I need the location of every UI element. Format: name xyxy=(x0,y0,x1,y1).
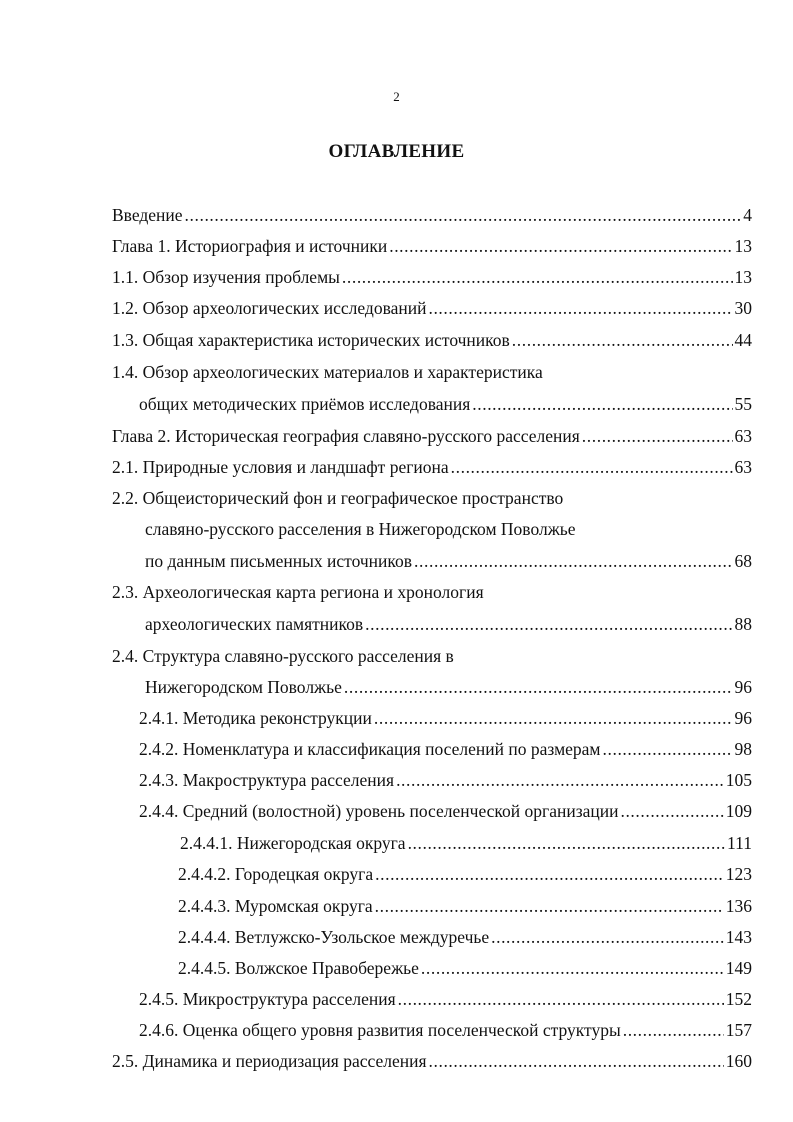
toc-entry-page: 63 xyxy=(734,426,752,446)
dot-leader xyxy=(344,677,733,698)
dot-leader xyxy=(491,927,724,948)
toc-entry-chapter-2[interactable] xyxy=(112,426,752,450)
toc-entry-label: 1.3. Общая характеристика исторических источников xyxy=(112,330,510,350)
toc-entry-chapter-1[interactable] xyxy=(112,236,752,260)
toc-entry-2-3-cont[interactable] xyxy=(145,614,752,638)
toc-entry-label: 2.3. Археологическая карта региона и хронология xyxy=(112,582,484,602)
toc-entry-label: 2.4.4.3. Муромская округа xyxy=(178,896,373,916)
toc-entry-2-4-5[interactable] xyxy=(139,989,752,1013)
toc-entry-page: 160 xyxy=(725,1051,752,1071)
toc-entry-2-2-cont[interactable] xyxy=(145,519,752,543)
dot-leader xyxy=(375,864,724,885)
dot-leader xyxy=(451,457,733,478)
toc-entry-1-2[interactable] xyxy=(112,298,752,322)
toc-entry-2-4-3[interactable] xyxy=(139,770,752,794)
dot-leader xyxy=(582,426,733,447)
toc-entry-page: 4 xyxy=(743,205,752,225)
toc-entry-page: 157 xyxy=(725,1020,752,1040)
dot-leader xyxy=(398,989,724,1010)
toc-entry-2-4-4-5[interactable] xyxy=(178,958,752,982)
toc-entry-label: 2.5. Динамика и периодизация расселения xyxy=(112,1051,427,1071)
dot-leader xyxy=(374,708,733,729)
toc-entry-label: 2.4.5. Микроструктура расселения xyxy=(139,989,396,1009)
toc-entry-introduction[interactable] xyxy=(112,205,752,229)
toc-entry-label: 2.4.6. Оценка общего уровня развития поселенческой структуры xyxy=(139,1020,621,1040)
toc-entry-page: 109 xyxy=(725,801,752,821)
dot-leader xyxy=(408,833,725,854)
dot-leader xyxy=(428,298,732,319)
toc-entry-label: 1.1. Обзор изучения проблемы xyxy=(112,267,340,287)
toc-entry-page: 55 xyxy=(734,394,752,414)
dot-leader xyxy=(623,1020,724,1041)
toc-entry-label: 2.4.4.5. Волжское Правобережье xyxy=(178,958,419,978)
toc-entry-2-4[interactable] xyxy=(112,646,752,670)
toc-entry-page: 96 xyxy=(734,677,752,697)
dot-leader xyxy=(620,801,723,822)
toc-entry-2-4-4-3[interactable] xyxy=(178,896,752,920)
dot-leader xyxy=(429,1051,724,1072)
toc-entry-1-1[interactable] xyxy=(112,267,752,291)
toc-entry-label: археологических памятников xyxy=(145,614,364,634)
toc-entry-label: 2.4.4.4. Ветлужско-Узольское междуречье xyxy=(178,927,490,947)
toc-entry-page: 68 xyxy=(734,551,752,571)
toc-entry-page: 88 xyxy=(734,614,752,634)
toc-entry-2-3[interactable] xyxy=(112,582,752,606)
toc-entry-page: 143 xyxy=(725,927,752,947)
toc-entry-page: 96 xyxy=(734,708,752,728)
toc-entry-page: 136 xyxy=(725,896,752,916)
toc-entry-2-1[interactable] xyxy=(112,457,752,481)
page-number: 2 xyxy=(393,89,400,104)
toc-entry-page: 123 xyxy=(725,864,752,884)
toc-entry-2-4-4-2[interactable] xyxy=(178,864,752,888)
dot-leader xyxy=(375,896,724,917)
dot-leader xyxy=(603,739,733,760)
dot-leader xyxy=(421,958,724,979)
toc-entry-2-4-1[interactable] xyxy=(139,708,752,732)
toc-entry-label: по данным письменных источников xyxy=(145,551,413,571)
toc-entry-label: 2.4. Структура славяно-русского расселения в xyxy=(112,646,454,666)
toc-title: ОГЛАВЛЕНИЕ xyxy=(328,141,465,162)
dot-leader xyxy=(365,614,732,635)
toc-entry-label: 2.4.2. Номенклатура и классификация поселений по размерам xyxy=(139,739,601,759)
toc-entry-label: 2.4.4. Средний (волостной) уровень поселенческой организации xyxy=(139,801,619,821)
toc-entry-label: 2.4.4.2. Городецкая округа xyxy=(178,864,374,884)
toc-entry-2-4-2[interactable] xyxy=(139,739,752,763)
toc-entry-label: 1.4. Обзор археологических материалов и характеристика xyxy=(112,362,543,382)
toc-entry-label: 2.4.4.1. Нижегородская округа xyxy=(180,833,406,853)
toc-entry-page: 98 xyxy=(734,739,752,759)
toc-entry-page: 152 xyxy=(725,989,752,1009)
dot-leader xyxy=(185,205,742,226)
toc-entry-1-4[interactable] xyxy=(112,362,752,386)
toc-entry-2-4-4-4[interactable] xyxy=(178,927,752,951)
toc-entry-2-4-6[interactable] xyxy=(139,1020,752,1044)
toc-entry-label: славяно-русского расселения в Нижегородском Поволжье xyxy=(145,519,576,539)
toc-entry-page: 111 xyxy=(727,833,752,853)
toc-entry-2-2-cont2[interactable] xyxy=(145,551,752,575)
toc-entry-label: Нижегородском Поволжье xyxy=(145,677,342,697)
toc-entry-page: 63 xyxy=(734,457,752,477)
toc-entry-label: Глава 1. Историография и источники xyxy=(112,236,388,256)
toc-entry-label: 2.4.3. Макроструктура расселения xyxy=(139,770,395,790)
dot-leader xyxy=(512,330,733,351)
toc-entry-2-2[interactable] xyxy=(112,488,752,512)
toc-entry-page: 30 xyxy=(734,298,752,318)
toc-entry-1-4-cont[interactable] xyxy=(139,394,752,418)
toc-entry-2-5[interactable] xyxy=(112,1051,752,1075)
toc-entry-label: 2.1. Природные условия и ландшафт региона xyxy=(112,457,449,477)
toc-entry-label: общих методических приёмов исследования xyxy=(139,394,471,414)
toc-entry-page: 149 xyxy=(725,958,752,978)
toc-entry-2-4-cont[interactable] xyxy=(145,677,752,701)
dot-leader xyxy=(342,267,733,288)
toc-entry-label: 2.2. Общеисторический фон и географическое пространство xyxy=(112,488,564,508)
toc-entry-page: 13 xyxy=(734,267,752,287)
toc-entry-label: 1.2. Обзор археологических исследований xyxy=(112,298,427,318)
dot-leader xyxy=(414,551,732,572)
toc-entry-page: 44 xyxy=(734,330,752,350)
toc-entry-label: Глава 2. Историческая география славяно-русского расселения xyxy=(112,426,580,446)
toc-entry-page: 105 xyxy=(725,770,752,790)
toc-entry-2-4-4-1[interactable] xyxy=(180,833,752,857)
toc-entry-2-4-4[interactable] xyxy=(139,801,752,825)
toc-entry-label: 2.4.1. Методика реконструкции xyxy=(139,708,372,728)
dot-leader xyxy=(472,394,732,415)
dot-leader xyxy=(389,236,732,257)
toc-entry-page: 13 xyxy=(734,236,752,256)
toc-entry-label: Введение xyxy=(112,205,183,225)
toc-entry-1-3[interactable] xyxy=(112,330,752,354)
dot-leader xyxy=(396,770,724,791)
